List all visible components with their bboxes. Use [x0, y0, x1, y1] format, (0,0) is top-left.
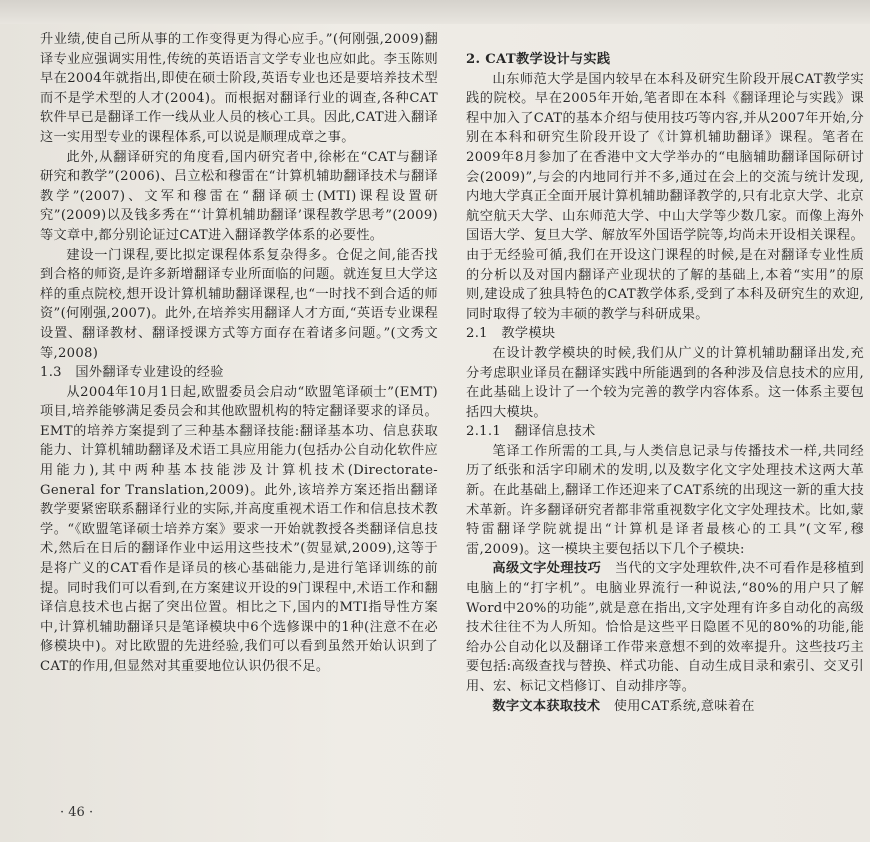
term-heading: 数字文本获取技术: [492, 698, 601, 714]
paragraph: 此外,从翻译研究的角度看,国内研究者中,徐彬在“CAT与翻译研究和教学”(2006)、吕立松和穆雷在“计算机辅助翻译技术与翻译教学”(2007)、文军和穆雷在“翻译硕士(MTI)课程设置研究”(2009)以及钱多秀在“‘计算机辅助翻译’课程教学思考”(2009)等文章中,都分别论证过CAT进入翻译教学体系的必要性。: [40, 149, 438, 243]
section-heading-1-3: 1.3 国外翻译专业建设的经验: [40, 365, 224, 381]
section-heading-2-1-1: 2.1.1 翻译信息技术: [466, 424, 596, 440]
paragraph: 山东师范大学是国内较早在本科及研究生阶段开展CAT教学实践的院校。早在2005年开始,笔者即在本科《翻译理论与实践》课程中加入了CAT的基本介绍与使用技巧等内容,并从2007年开始,分别在本科和研究生阶段开设了《计算机辅助翻译》课程。笔者在2009年8月参加了在香港中文大学举办的“电脑辅助翻译国际研讨会(2009)”,与会的内地同行并不多,通过在会上的交流与统计发现,内地大学真正全面开展计算机辅助翻译教学的,只有北京大学、北京航空航天大学、山东师范大学、中山大学等少数几家。而像上海外国语大学、复旦大学、解放军外国语学院等,均尚未开设相关课程。由于无经验可循,我们在开设这门课程的时候,是在对翻译专业性质的分析以及对国内翻译产业现状的了解的基础上,本着“实用”的原则,建设成了独具特色的CAT教学体系,受到了本科及研究生的欢迎,同时取得了较为丰硕的教学与科研成果。: [466, 71, 864, 322]
term-heading: 高级文字处理技巧: [492, 561, 602, 577]
scan-top-edge: [0, 0, 870, 24]
paragraph: 在设计教学模块的时候,我们从广义的计算机辅助翻译出发,充分考虑职业译员在翻译实践中所能遇到的各种涉及信息技术的应用,在此基础上设计了一个较为完善的教学内容体系。这一体系主要包括四大模块。: [466, 345, 864, 420]
right-column: [466, 50, 864, 716]
paragraph: [466, 697, 864, 717]
page-number: · 46 ·: [60, 805, 94, 820]
paragraph-text: 使用CAT系统,意味着在: [600, 698, 755, 714]
paragraph-text: 当代的文字处理软件,决不可看作是移植到电脑上的“打字机”。电脑业界流行一种说法,“80%的用户只了解Word中20%的功能”,就是意在指出,文字处理有许多自动化的高级技术往往不为人所知。恰恰是这些平日隐匿不见的80%的功能,能给办公自动化以及翻译工作带来意想不到的效率提升。这些技巧主要包括:高级查找与替换、样式功能、自动生成目录和索引、交叉引用、宏、标记文档修订、自动排序等。: [466, 561, 864, 694]
paragraph: 升业绩,使自己所从事的工作变得更为得心应手。”(何刚强,2009)翻译专业应强调实用性,传统的英语语言文学专业也应如此。李玉陈则早在2004年就指出,即使在硕士阶段,英语专业也还是要培养技术型而不是学术型的人才(2004)。而根据对翻译行业的调查,各种CAT软件早已是翻译工作一线从业人员的核心工具。因此,CAT进入翻译这一实用型专业的课程体系,可以说是顺理成章之事。: [40, 32, 438, 145]
section-heading-2: 2. CAT教学设计与实践: [466, 52, 611, 67]
left-column: [40, 30, 438, 677]
paragraph: 建设一门课程,要比拟定课程体系复杂得多。仓促之间,能否找到合格的师资,是许多新增翻译专业所面临的问题。就连复旦大学这样的重点院校,想开设计算机辅助翻译课程,也“一时找不到合适的师资”(何刚强,2007)。此外,在培养实用翻译人才方面,“英语专业课程设置、翻译教材、翻译授课方式等方面存在着诸多问题。”(文秀文等,2008): [40, 247, 438, 361]
section-heading-2-1: 2.1 教学模块: [466, 326, 556, 342]
paragraph: [466, 559, 864, 696]
paragraph: 从2004年10月1日起,欧盟委员会启动“欧盟笔译硕士”(EMT)项目,培养能够满足委员会和其他欧盟机构的特定翻译要求的译员。EMT的培养方案提到了三种基本翻译技能:翻译基本功、信息获取能力、计算机辅助翻译及术语工具应用能力(包括办公自动化软件应用能力),其中两种基本技能涉及计算机技术(Directorate-General for Translation,2009)。此外,该培养方案还指出翻译教学要紧密联系翻译行业的实际,并高度重视术语工作和信息技术教学。“《欧盟笔译硕士培养方案》要求一开始就教授各类翻译信息技术,然后在日后的翻译作业中运用这些技术”(贺显斌,2009),这等于是将广义的CAT看作是译员的核心基础能力,是进行笔译训练的前提。同时我们可以看到,在方案建议开设的9门课程中,术语工作和翻译信息技术也占据了突出位置。相比之下,国内的MTI指导性方案中,计算机辅助翻译只是笔译模块中6个选修课中的1种(注意不在必修模块中)。对比欧盟的先进经验,我们可以看到虽然开始认识到了CAT的作用,但显然对其重要地位认识仍很不足。: [40, 384, 438, 674]
paragraph: 笔译工作所需的工具,与人类信息记录与传播技术一样,共同经历了纸张和活字印刷术的发明,以及数字化文字处理技术这两大革新。在此基础上,翻译工作还迎来了CAT系统的出现这一新的重大技术革新。许多翻译研究者都非常重视数字化文字处理技术。比如,蒙特雷翻译学院就提出“计算机是译者最核心的工具”(文军,穆雷,2009)。这一模块主要包括以下几个子模块:: [466, 443, 864, 557]
